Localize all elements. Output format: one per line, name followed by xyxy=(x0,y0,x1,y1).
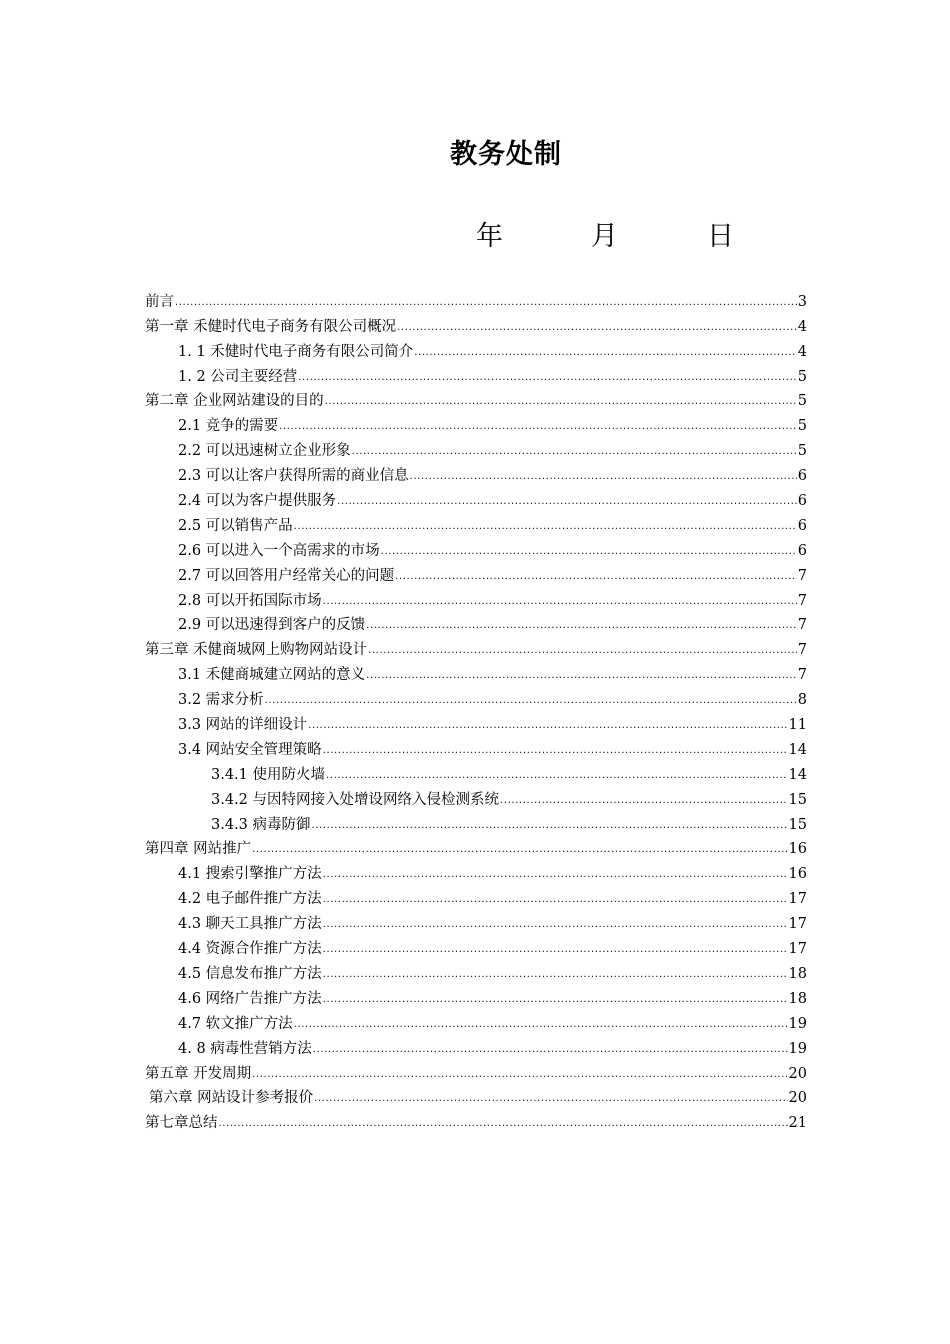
toc-entry-title: 第七章总结 xyxy=(145,1115,218,1132)
toc-entry-title: 2.5 可以销售产品 xyxy=(178,517,293,534)
toc-entry-title: 第一章 禾健时代电子商务有限公司概况 xyxy=(145,318,397,335)
toc-entry-page-number: 4 xyxy=(797,343,807,360)
toc-entry-page-number: 6 xyxy=(797,542,807,559)
toc-dot-leader xyxy=(308,716,787,734)
toc-entry-title: 第二章 企业网站建设的目的 xyxy=(145,393,324,410)
toc-entry-page-number: 14 xyxy=(788,766,807,783)
toc-entry-title: 3.4 网站安全管理策略 xyxy=(178,741,322,758)
toc-entry[interactable] xyxy=(145,759,807,784)
toc-dot-leader xyxy=(323,990,788,1008)
toc-dot-leader xyxy=(323,890,788,908)
toc-entry-page-number: 15 xyxy=(788,791,807,808)
toc-entry[interactable] xyxy=(145,908,807,933)
toc-entry-title: 2.3 可以让客户获得所需的商业信息 xyxy=(178,468,409,485)
toc-entry-title: 前言 xyxy=(145,293,174,310)
toc-entry-page-number: 20 xyxy=(788,1090,807,1107)
toc-entry-title: 2.7 可以回答用户经常关心的问题 xyxy=(178,567,395,584)
toc-entry[interactable] xyxy=(145,933,807,958)
toc-entry-title: 2.6 可以进入一个高需求的市场 xyxy=(178,542,380,559)
toc-dot-leader xyxy=(313,1040,788,1058)
toc-entry-page-number: 7 xyxy=(797,642,807,659)
toc-entry[interactable] xyxy=(145,386,807,411)
toc-entry-page-number: 6 xyxy=(797,517,807,534)
toc-dot-leader xyxy=(298,368,796,386)
toc-entry-page-number: 17 xyxy=(788,941,807,958)
toc-entry-title: 3.1 禾健商城建立网站的意义 xyxy=(178,667,366,684)
toc-dot-leader xyxy=(252,1065,787,1083)
toc-entry[interactable] xyxy=(145,784,807,809)
toc-entry[interactable] xyxy=(145,361,807,386)
toc-entry-title: 2.4 可以为客户提供服务 xyxy=(178,493,337,510)
toc-entry-title: 第六章 网站设计参考报价 xyxy=(149,1090,314,1107)
toc-entry-page-number: 5 xyxy=(797,443,807,460)
toc-entry[interactable] xyxy=(145,1107,807,1132)
toc-entry-page-number: 21 xyxy=(788,1115,807,1132)
toc-entry-title: 第四章 网站推广 xyxy=(145,841,252,858)
toc-dot-leader xyxy=(175,293,797,311)
toc-entry[interactable] xyxy=(145,734,807,759)
toc-dot-leader xyxy=(279,417,797,435)
toc-dot-leader xyxy=(500,791,788,809)
toc-dot-leader xyxy=(314,1089,787,1107)
toc-entry[interactable] xyxy=(145,709,807,734)
toc-entry-page-number: 17 xyxy=(788,891,807,908)
toc-entry[interactable] xyxy=(145,311,807,336)
toc-entry-page-number: 15 xyxy=(788,816,807,833)
toc-entry[interactable] xyxy=(145,610,807,635)
toc-entry[interactable] xyxy=(145,684,807,709)
date-year-label: 年 xyxy=(476,221,503,252)
toc-entry-page-number: 3 xyxy=(797,293,807,310)
toc-entry[interactable] xyxy=(145,336,807,361)
toc-entry-title: 第五章 开发周期 xyxy=(145,1065,252,1082)
toc-dot-leader xyxy=(410,467,797,485)
toc-entry[interactable] xyxy=(145,460,807,485)
toc-entry-title: 2.8 可以开拓国际市场 xyxy=(178,592,322,609)
toc-dot-leader xyxy=(252,840,787,858)
toc-dot-leader xyxy=(368,641,797,659)
toc-entry-title: 2.9 可以迅速得到客户的反馈 xyxy=(178,617,366,634)
toc-dot-leader xyxy=(397,318,797,336)
toc-entry-title: 4. 8 病毒性营销方法 xyxy=(178,1040,312,1057)
toc-entry[interactable] xyxy=(145,535,807,560)
toc-entry-title: 4.2 电子邮件推广方法 xyxy=(178,891,322,908)
toc-dot-leader xyxy=(352,442,797,460)
toc-dot-leader xyxy=(323,741,788,759)
toc-entry-title: 4.3 聊天工具推广方法 xyxy=(178,916,322,933)
toc-dot-leader xyxy=(381,542,797,560)
toc-entry-page-number: 5 xyxy=(797,368,807,385)
toc-entry-page-number: 5 xyxy=(797,418,807,435)
toc-entry[interactable] xyxy=(145,1083,807,1108)
toc-entry[interactable] xyxy=(145,1008,807,1033)
toc-entry-page-number: 6 xyxy=(797,468,807,485)
toc-dot-leader xyxy=(366,666,797,684)
toc-entry[interactable] xyxy=(145,883,807,908)
toc-entry[interactable] xyxy=(145,286,807,311)
toc-entry-title: 3.4.1 使用防火墙 xyxy=(211,766,326,783)
toc-entry[interactable] xyxy=(145,435,807,460)
toc-entry-title: 第三章 禾健商城网上购物网站设计 xyxy=(145,642,368,659)
toc-dot-leader xyxy=(265,691,797,709)
toc-dot-leader xyxy=(294,517,797,535)
toc-entry[interactable] xyxy=(145,659,807,684)
toc-dot-leader xyxy=(323,592,797,610)
toc-entry[interactable] xyxy=(145,1058,807,1083)
toc-entry[interactable] xyxy=(145,983,807,1008)
toc-entry-page-number: 19 xyxy=(788,1015,807,1032)
toc-dot-leader xyxy=(326,766,788,784)
toc-entry-page-number: 14 xyxy=(788,741,807,758)
toc-entry[interactable] xyxy=(145,634,807,659)
toc-entry-page-number: 20 xyxy=(788,1065,807,1082)
toc-entry-title: 3.3 网站的详细设计 xyxy=(178,717,308,734)
toc-entry-page-number: 16 xyxy=(788,866,807,883)
toc-entry-title: 4.6 网络广告推广方法 xyxy=(178,990,322,1007)
toc-entry-page-number: 17 xyxy=(788,916,807,933)
date-line xyxy=(0,214,950,254)
toc-entry-title: 4.1 搜索引擎推广方法 xyxy=(178,866,322,883)
toc-entry-page-number: 11 xyxy=(788,717,807,734)
toc-entry-title: 2.1 竞争的需要 xyxy=(178,418,279,435)
toc-entry-page-number: 7 xyxy=(797,592,807,609)
toc-entry-page-number: 18 xyxy=(788,965,807,982)
toc-dot-leader xyxy=(323,915,788,933)
toc-dot-leader xyxy=(219,1114,788,1132)
table-of-contents xyxy=(145,286,807,1132)
toc-entry[interactable] xyxy=(145,485,807,510)
toc-dot-leader xyxy=(366,616,797,634)
toc-dot-leader xyxy=(294,1015,788,1033)
toc-entry-title: 4.7 软文推广方法 xyxy=(178,1015,293,1032)
toc-entry-page-number: 8 xyxy=(797,692,807,709)
toc-entry-page-number: 19 xyxy=(788,1040,807,1057)
toc-entry-title: 4.4 资源合作推广方法 xyxy=(178,941,322,958)
toc-entry[interactable] xyxy=(145,958,807,983)
toc-entry-page-number: 7 xyxy=(797,667,807,684)
toc-entry-page-number: 6 xyxy=(797,493,807,510)
toc-entry-page-number: 18 xyxy=(788,990,807,1007)
toc-entry[interactable] xyxy=(145,858,807,883)
toc-entry-title: 1. 1 禾健时代电子商务有限公司简介 xyxy=(178,343,414,360)
toc-dot-leader xyxy=(323,865,788,883)
toc-dot-leader xyxy=(323,965,788,983)
toc-entry-title: 2.2 可以迅速树立企业形象 xyxy=(178,443,351,460)
toc-entry-page-number: 5 xyxy=(797,393,807,410)
toc-dot-leader xyxy=(312,816,788,834)
date-day-label: 日 xyxy=(707,221,734,252)
toc-entry[interactable] xyxy=(145,510,807,535)
toc-entry[interactable] xyxy=(145,1033,807,1058)
toc-entry-title: 1. 2 公司主要经营 xyxy=(178,368,298,385)
toc-dot-leader xyxy=(395,567,797,585)
toc-dot-leader xyxy=(323,940,788,958)
toc-entry[interactable] xyxy=(145,410,807,435)
toc-entry[interactable] xyxy=(145,585,807,610)
toc-entry[interactable] xyxy=(145,834,807,859)
date-month-label: 月 xyxy=(591,221,618,252)
toc-entry-page-number: 4 xyxy=(797,318,807,335)
toc-entry-title: 3.2 需求分析 xyxy=(178,692,264,709)
toc-entry-page-number: 16 xyxy=(788,841,807,858)
toc-entry[interactable] xyxy=(145,560,807,585)
toc-entry-page-number: 7 xyxy=(797,617,807,634)
department-heading: 教务处制 xyxy=(450,139,562,170)
toc-entry[interactable] xyxy=(145,809,807,834)
toc-entry-page-number: 7 xyxy=(797,567,807,584)
toc-dot-leader xyxy=(337,492,797,510)
toc-entry-title: 4.5 信息发布推广方法 xyxy=(178,965,322,982)
toc-entry-title: 3.4.2 与因特网接入处增设网络入侵检测系统 xyxy=(211,791,500,808)
toc-dot-leader xyxy=(325,392,797,410)
toc-entry-title: 3.4.3 病毒防御 xyxy=(211,816,311,833)
toc-dot-leader xyxy=(414,343,796,361)
